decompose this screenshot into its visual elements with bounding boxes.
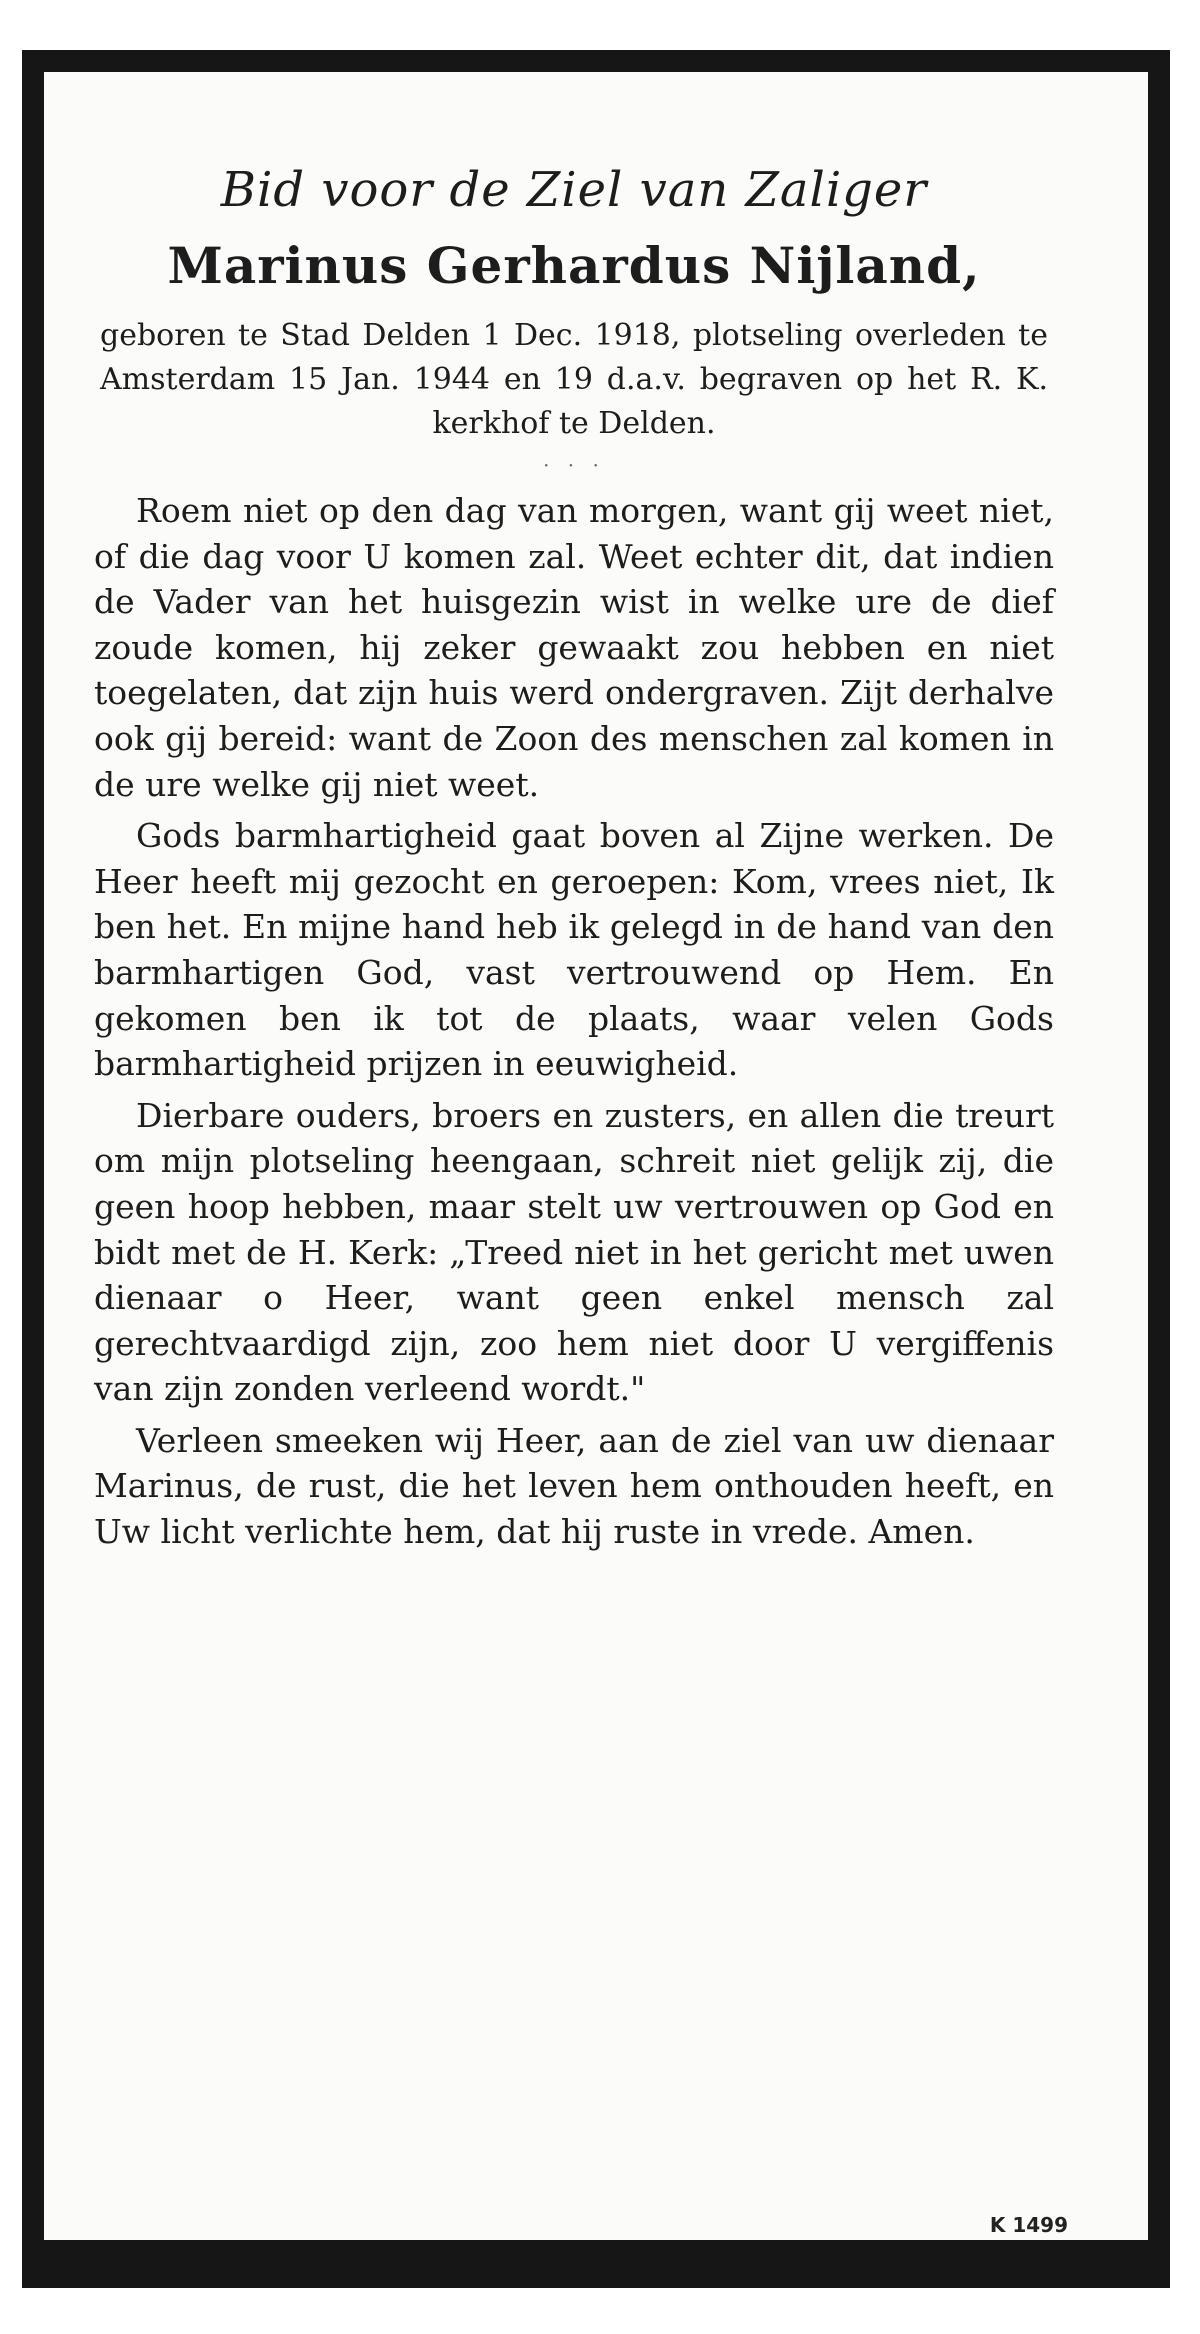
- prayer-paragraph-3: Dierbare ouders, broers en zusters, en allen die treurt om mijn plotseling heengaan, schreit niet gelijk zij, die geen hoop hebben, maar stelt uw vertrouwen op God en bidt met de H. Kerk: „Treed niet in het gericht met uwen dienaar o Heer, want geen enkel mensch zal gerechtvaardigd zijn, zoo hem niet door U vergiffenis van zijn zonden verleend wordt.": [94, 1095, 1054, 1409]
- deceased-name: Marinus Gerhardus Nijland,: [167, 236, 981, 295]
- prayer-paragraph-4: Verleen smeeken wij Heer, aan de ziel van uw dienaar Marinus, de rust, die het leven hem onthouden heeft, en Uw licht verlichte hem, dat hij ruste in vrede. Amen.: [94, 1420, 1054, 1552]
- card-header: Bid voor de Ziel van Zaliger: [220, 162, 928, 218]
- birth-death-details: geboren te Stad Delden 1 Dec. 1918, plotseling overleden te Amsterdam 15 Jan. 1944 en 19 d.a.v. begraven op het R. K. kerkhof te Delden.: [100, 318, 1048, 441]
- prayer-paragraph-1: Roem niet op den dag van morgen, want gij weet niet, of die dag voor U komen zal. Weet echter dit, dat indien de Vader van het huisgezin wist in welke ure de dief zoude komen, hij zeker gewaakt zou hebben en niet toegelaten, dat zijn huis werd ondergraven. Zijt derhalve ook gij bereid: want de Zoon des menschen zal komen in de ure welke gij niet weet.: [94, 491, 1054, 804]
- ornament-separator: · · ·: [543, 453, 605, 477]
- prayer-paragraph-2: Gods barmhartigheid gaat boven al Zijne werken. De Heer heeft mij gezocht en geroepen: Kom, vrees niet, Ik ben het. En mijne hand heb ik gelegd in de hand van den barmhartigen God, vast vertrouwend op Hem. En gekomen ben ik tot de plaats, waar velen Gods barmhartigheid prijzen in eeuwigheid.: [94, 816, 1054, 1084]
- catalog-code: K 1499: [989, 2213, 1068, 2237]
- card-text-block: [94, 160, 1054, 1555]
